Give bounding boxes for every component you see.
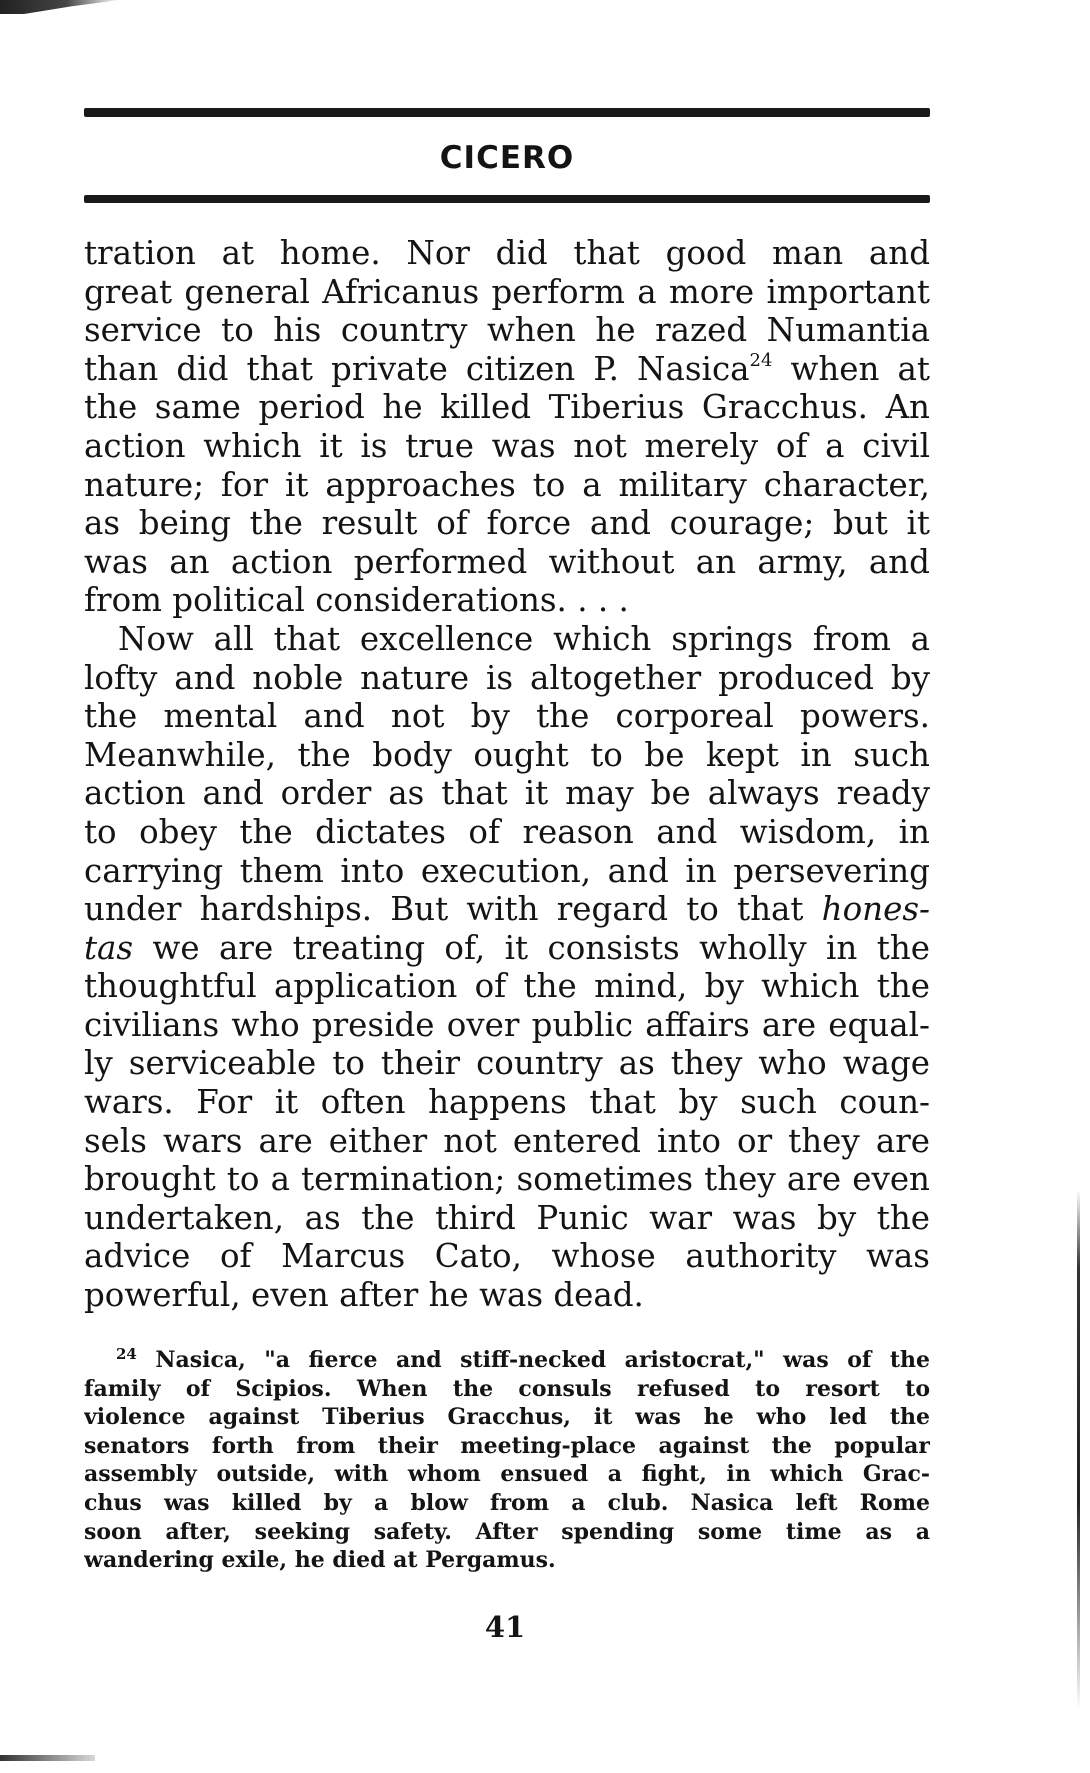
body-line — [84, 890, 930, 929]
body-line-text: we are treating of, it consists wholly in the — [133, 928, 930, 967]
footnote-line: chus was killed by a blow from a club. Nasica left Rome — [84, 1489, 930, 1516]
footnote-line: family of Scipios. When the consuls refused to resort to — [84, 1375, 930, 1402]
footnote-line: wandering exile, he died at Pergamus. — [84, 1547, 556, 1574]
body-line: to obey the dictates of reason and wisdom, in — [84, 812, 930, 851]
body-line: service to his country when he razed Numantia — [84, 311, 930, 350]
scan-edge-bottom — [0, 1755, 95, 1761]
footnote-line: violence against Tiberius Gracchus, it was he who led the — [84, 1404, 930, 1431]
body-text — [84, 234, 930, 1315]
body-line: ly serviceable to their country as they who wage — [84, 1044, 930, 1083]
body-line: sels wars are either not entered into or they are — [84, 1121, 930, 1160]
footnote-line — [84, 1346, 930, 1375]
scan-edge-right — [1077, 1190, 1080, 1710]
body-line: action and order as that it may be always ready — [84, 774, 930, 813]
body-line: Now all that excellence which springs from a — [118, 619, 930, 658]
body-line: tration at home. Nor did that good man and — [84, 234, 930, 272]
body-line: lofty and noble nature is altogether produced by — [84, 658, 930, 697]
body-line: from political considerations. . . . — [84, 581, 629, 620]
body-line: undertaken, as the third Punic war was by the — [84, 1198, 930, 1237]
body-line-text: than did that private citizen P. Nasica — [84, 349, 750, 388]
body-line: civilians who preside over public affairs are equal- — [84, 1005, 930, 1044]
italic-term: hones- — [821, 890, 930, 929]
body-line: action which it is true was not merely of a civil — [84, 426, 930, 465]
body-line: advice of Marcus Cato, whose authority was — [84, 1237, 930, 1276]
body-line-text: when at — [772, 349, 930, 388]
body-line: was an action performed without an army, and — [84, 542, 930, 581]
body-line: the same period he killed Tiberius Gracchus. An — [84, 388, 930, 427]
footnote-reference: 24 — [749, 349, 773, 371]
scan-corner-mark — [0, 0, 120, 14]
header-rule-top — [84, 108, 930, 117]
page-number: 41 — [484, 1610, 526, 1644]
body-line — [84, 350, 930, 389]
body-line: brought to a termination; sometimes they are even — [84, 1160, 930, 1199]
running-head: CICERO — [439, 140, 575, 176]
body-line: nature; for it approaches to a military character, — [84, 465, 930, 504]
body-line — [84, 929, 930, 968]
header-rule-bottom — [84, 195, 930, 203]
body-line: powerful, even after he was dead. — [84, 1276, 644, 1315]
body-line: Meanwhile, the body ought to be kept in such — [84, 735, 930, 774]
body-line: the mental and not by the corporeal powers. — [84, 697, 930, 736]
body-line: wars. For it often happens that by such coun- — [84, 1083, 930, 1122]
body-line: as being the result of force and courage; but it — [84, 504, 930, 543]
footnote-line: soon after, seeking safety. After spending some time as a — [84, 1518, 930, 1545]
footnote-line: assembly outside, with whom ensued a fight, in which Grac- — [84, 1461, 930, 1488]
footnote — [84, 1346, 930, 1575]
italic-term: tas — [84, 928, 134, 967]
footnote-line-text: Nasica, "a fierce and stiff-necked aristocrat," was of the — [136, 1347, 930, 1373]
body-line: carrying them into execution, and in persevering — [84, 851, 930, 890]
body-line-text: under hardships. But with regard to that — [84, 890, 804, 929]
footnote-line: senators forth from their meeting-place against the popular — [84, 1432, 930, 1459]
body-line: great general Africanus perform a more important — [84, 272, 930, 311]
body-line: thoughtful application of the mind, by which the — [84, 967, 930, 1006]
footnote-marker: 24 — [116, 1346, 137, 1363]
